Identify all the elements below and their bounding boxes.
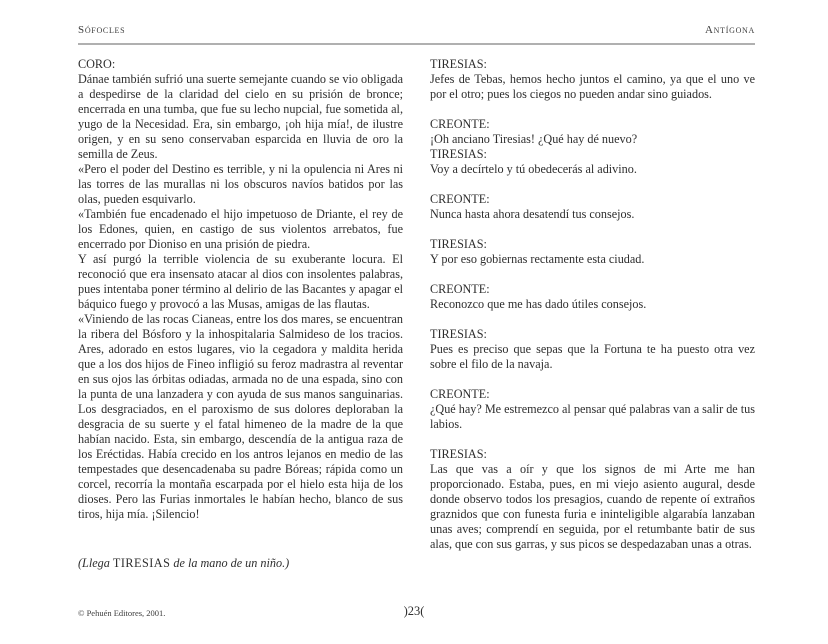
speaker-label: TIRESIAS:: [430, 237, 487, 251]
speaker-label-coro: CORO:: [78, 57, 116, 71]
dialogue-text: ¿Qué hay? Me estremezco al pensar qué palabras van a salir de tus labios.: [430, 402, 755, 431]
choral-paragraph: «También fue encadenado el hijo impetuoso de Driante, el rey de los Edones, quien, en castigo de sus violentos arrebatos, fue encerrado por Dioniso en una prisión de piedra.: [78, 207, 403, 251]
stage-direction: [78, 556, 403, 571]
dialogue-text: Y por eso gobiernas rectamente esta ciudad.: [430, 252, 645, 266]
dialogue-text: Reconozco que me has dado útiles consejos.: [430, 297, 647, 311]
dialogue-text: Pues es preciso que sepas que la Fortuna te ha puesto otra vez sobre el filo de la navaja.: [430, 342, 755, 371]
choral-paragraph: «Pero el poder del Destino es terrible, y ni la opulencia ni Ares ni las torres de las murallas ni los obscuros navíos batidos por las olas, pueden esquivarlo.: [78, 162, 403, 206]
dialogue-block: [430, 147, 755, 177]
choral-paragraph: Y así purgó la terrible violencia de su exuberante locura. El reconoció que era insensato atacar al dios con insolentes palabras, pues intentaba poner término al delirio de las Bacantes y apagar el báquico fuego y provocó a las Musas, amigas de las flautas.: [78, 252, 403, 311]
speaker-label: CREONTE:: [430, 192, 490, 206]
dialogue-block: [430, 117, 755, 147]
stage-direction-pre: (Llega: [78, 556, 113, 570]
choral-paragraph: Dánae también sufrió una suerte semejante cuando se vio obligada a despedirse de la claridad del cielo en su prisión de bronce; encerrada en una tumba, que fue su lecho nupcial, fue sometida al, yugo de la Necesidad. Era, sin embargo, ¡oh hija mía!, de ilustre origen, y en su seno conservaban esparcida en lluvia de oro la semilla de Zeus.: [78, 72, 403, 161]
footer-copyright: © Pehuén Editores, 2001.: [78, 608, 166, 618]
speaker-label: TIRESIAS:: [430, 57, 487, 71]
left-column: [78, 57, 403, 571]
speaker-label: CREONTE:: [430, 117, 490, 131]
footer-page-number: )23(: [403, 604, 425, 618]
dialogue-block: [430, 192, 755, 222]
stage-direction-post: de la mano de un niño.): [170, 556, 290, 570]
header-author: Sófocles: [78, 24, 126, 36]
dialogue-block: [430, 282, 755, 312]
right-column: [430, 57, 755, 571]
running-header: [78, 24, 755, 36]
speaker-label: CREONTE:: [430, 282, 490, 296]
dialogue-text: Las que vas a oír y que los signos de mi Arte me han proporcionado. Estaba, pues, en mi viejo asiento augural, desde donde observo todos los presagios, cuando de repente oí extraños graznidos que con funesta furia e ininteligible algarabía lanzaban unas aves; comprendí en seguida, por el retumbante batir de sus alas, que con sus garras, y sus picos se despedazaban unas a otras.: [430, 462, 755, 551]
speaker-label: TIRESIAS:: [430, 327, 487, 341]
dialogue-text: Voy a decírtelo y tú obedecerás al adivino.: [430, 162, 637, 176]
dialogue-block: [430, 327, 755, 372]
dialogue-text: Nunca hasta ahora desatendí tus consejos.: [430, 207, 635, 221]
dialogue-block: [430, 237, 755, 267]
dialogue-text: ¡Oh anciano Tiresias! ¿Qué hay dé nuevo?: [430, 132, 638, 146]
text-columns: [78, 57, 755, 571]
choral-paragraph: «Viniendo de las rocas Cianeas, entre los dos mares, se encuentran la ribera del Bósforo y la inhospitalaria Salmideso de los tracios. Ares, adorado en estos lugares, vio la cegadora y maldita herida que a los dos hijos de Fineo infligió su feroz madrastra al reventar en sus ojos las órbitas odiadas, armada no de una espada, sino con la punta de una lanzadera y con ayuda de sus manos sanguinarias. Los desgraciados, en el paroxismo de sus dolores deploraban la desgracia de su suerte y el fatal himeneo de la madre de la que habían nacido. Esta, sin embargo, descendía de la antigua raza de los Eréctidas. Había crecido en los antros lejanos en medio de las tempestades que desencadenaba su padre Bóreas; rápida como un corcel, recorría la montaña escarpada por el hielo esta hija de los dioses. Pero las Furias inmortales le habían hecho, blanco de sus tiros, hija mía. ¡Silencio!: [78, 312, 403, 521]
dialogue-block: [430, 447, 755, 552]
header-divider-rule: [78, 43, 755, 45]
dialogue-text: Jefes de Tebas, hemos hecho juntos el camino, ya que el uno ve por el otro; pues los ciegos no pueden andar sino guiados.: [430, 72, 755, 101]
speaker-label: TIRESIAS:: [430, 447, 487, 461]
header-work-title: Antígona: [705, 24, 755, 36]
stage-direction-character: TIRESIAS: [112, 556, 171, 570]
dialogue-block: [430, 387, 755, 432]
dialogue-block: [430, 57, 755, 102]
speaker-label: TIRESIAS:: [430, 147, 487, 161]
speaker-label: CREONTE:: [430, 387, 490, 401]
